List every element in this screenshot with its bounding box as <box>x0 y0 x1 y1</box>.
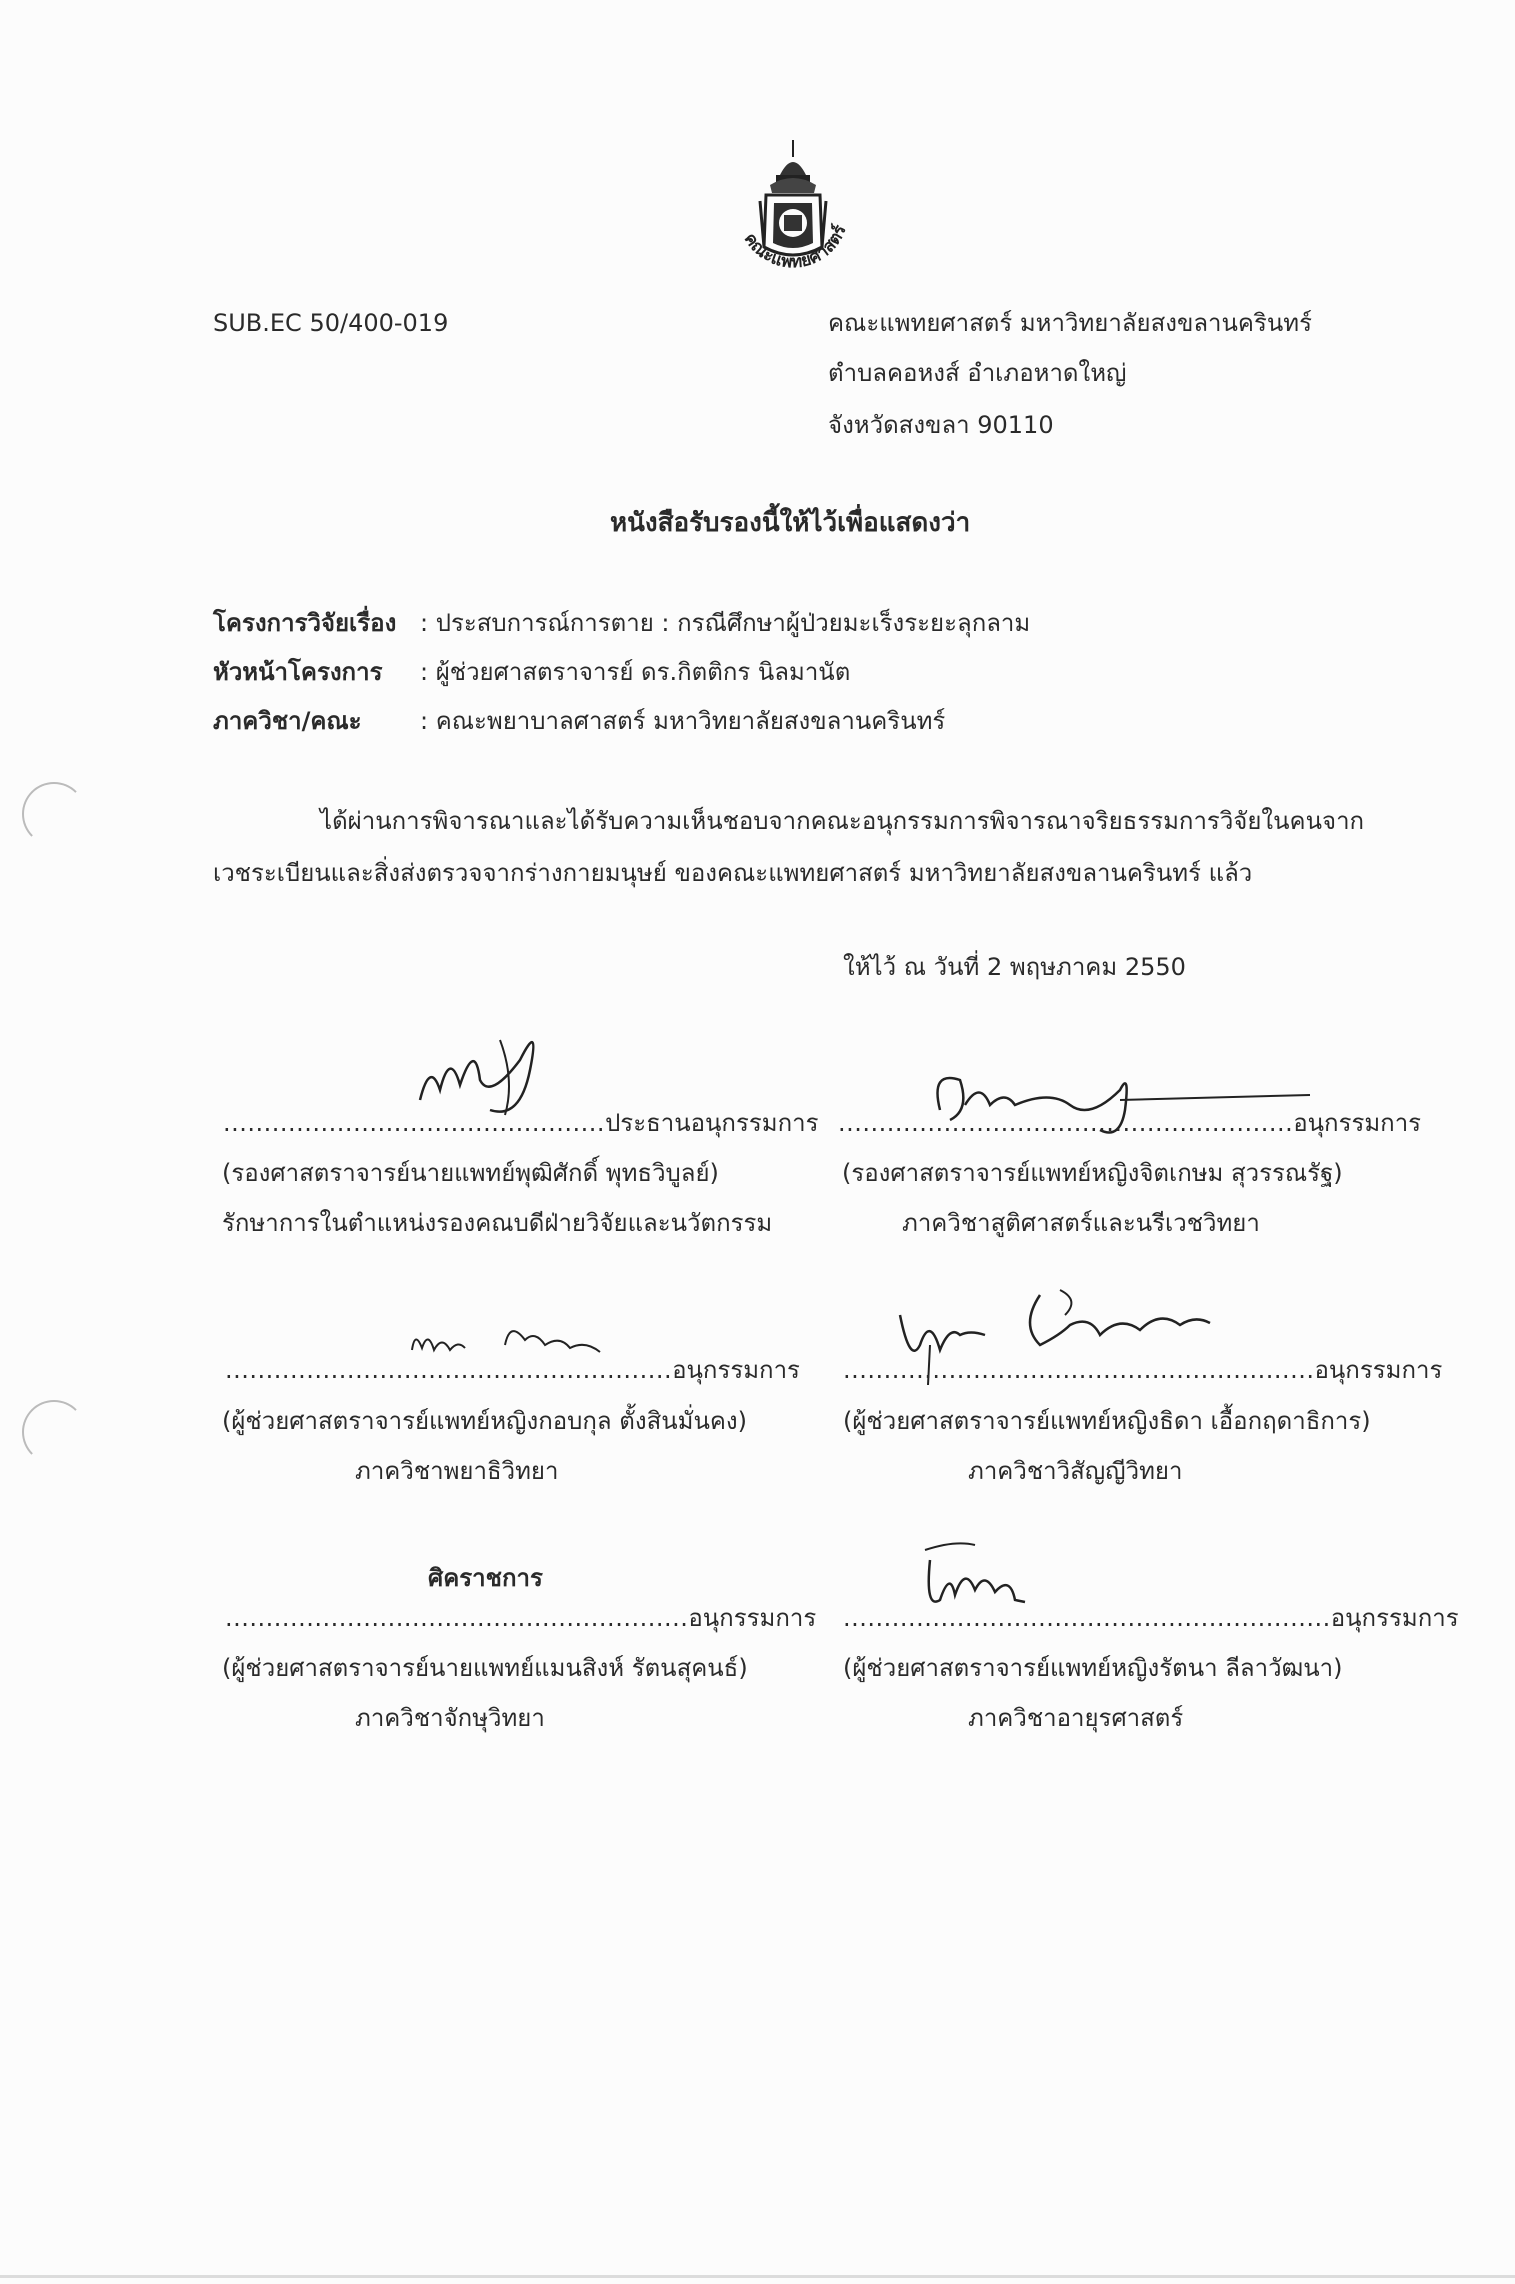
signatory-2-dots: ........................................................ <box>838 1109 1294 1137</box>
faculty-logo <box>718 135 868 295</box>
address-line-1: คณะแพทยศาสตร์ มหาวิทยาลัยสงขลานครินทร์ <box>828 309 1312 337</box>
reference-number: SUB.EC 50/400-019 <box>213 309 449 337</box>
signatory-4-line <box>843 1355 1442 1385</box>
body-line-2: เวชระเบียนและสิ่งส่งตรวจจากร่างกายมนุษย์ ของคณะแพทยศาสตร์ มหาวิทยาลัยสงขลานครินทร์ แล้ว <box>213 859 1253 887</box>
signatory-2-dept: ภาควิชาสูติศาสตร์และนรีเวชวิทยา <box>902 1209 1260 1237</box>
signatory-6-name: (ผู้ช่วยศาสตราจารย์แพทย์หญิงรัตนา ลีลาวัฒนา) <box>843 1654 1343 1682</box>
detail-value-lead: : ผู้ช่วยศาสตราจารย์ ดร.กิตติกร นิลมานัต <box>420 658 851 686</box>
address-line-3: จังหวัดสงขลา 90110 <box>828 411 1054 439</box>
signatory-4-role: อนุกรรมการ <box>1314 1356 1443 1384</box>
signatory-5-handwritten: ศิคราชการ <box>428 1563 543 1592</box>
signatory-3-name: (ผู้ช่วยศาสตราจารย์แพทย์หญิงกอบกุล ตั้งสินมั่นคง) <box>222 1407 747 1435</box>
signatory-2-role: อนุกรรมการ <box>1293 1109 1422 1137</box>
signatory-3-role: อนุกรรมการ <box>672 1356 800 1384</box>
signatory-1-name: (รองศาสตราจารย์นายแพทย์พุฒิศักดิ์ พุทธวิบูลย์) <box>222 1159 719 1187</box>
detail-label-department: ภาควิชา/คณะ <box>213 707 362 735</box>
signatory-5-line <box>225 1603 816 1633</box>
signatory-5-dots: ......................................................... <box>225 1604 689 1632</box>
signatory-6-role: อนุกรรมการ <box>1330 1604 1459 1632</box>
signatory-5-dept: ภาควิชาจักษุวิทยา <box>355 1704 545 1732</box>
certificate-heading: หนังสือรับรองนี้ให้ไว้เพื่อแสดงว่า <box>610 508 971 538</box>
signatory-3-line <box>225 1355 800 1385</box>
signatory-3-dots: ....................................................... <box>225 1356 673 1384</box>
signatory-2-name: (รองศาสตราจารย์แพทย์หญิงจิตเกษม สุวรรณรัฐ) <box>842 1159 1343 1187</box>
issue-date: ให้ไว้ ณ วันที่ 2 พฤษภาคม 2550 <box>843 953 1186 981</box>
signatory-4-name: (ผู้ช่วยศาสตราจารย์แพทย์หญิงธิดา เอื้อกฤดาธิการ) <box>843 1407 1371 1435</box>
signatory-1-dept: รักษาการในตำแหน่งรองคณบดีฝ่ายวิจัยและนวัตกรรม <box>222 1209 773 1237</box>
logo-arc-text: คณะแพทยศาสตร์ <box>739 222 851 273</box>
signatory-6-line <box>843 1603 1459 1633</box>
scan-edge-mark <box>22 782 86 846</box>
signatory-4-dots: .......................................................... <box>843 1356 1315 1384</box>
address-line-2: ตำบลคอหงส์ อำเภอหาดใหญ่ <box>828 359 1127 387</box>
detail-label-lead: หัวหน้าโครงการ <box>213 658 383 686</box>
signatory-6-dots: ............................................................ <box>843 1604 1331 1632</box>
detail-value-project: : ประสบการณ์การตาย : กรณีศึกษาผู้ป่วยมะเร็งระยะลุกลาม <box>420 609 1031 637</box>
signatory-6-dept: ภาควิชาอายุรศาสตร์ <box>968 1704 1184 1732</box>
signatory-5-name: (ผู้ช่วยศาสตราจารย์นายแพทย์แมนสิงห์ รัตนสุคนธ์) <box>222 1654 748 1682</box>
signatory-5-role: อนุกรรมการ <box>688 1604 817 1632</box>
signatory-1-line <box>223 1108 818 1138</box>
signatory-3-dept: ภาควิชาพยาธิวิทยา <box>355 1457 559 1485</box>
scan-edge-mark <box>22 1400 86 1464</box>
body-line-1: ได้ผ่านการพิจารณาและได้รับความเห็นชอบจากคณะอนุกรรมการพิจารณาจริยธรรมการวิจัยในคนจาก <box>320 807 1365 835</box>
detail-label-project: โครงการวิจัยเรื่อง <box>213 609 397 637</box>
signatory-2-line <box>838 1108 1421 1138</box>
signatory-1-role: ประธานอนุกรรมการ <box>605 1109 819 1137</box>
detail-value-department: : คณะพยาบาลศาสตร์ มหาวิทยาลัยสงขลานครินทร์ <box>420 707 946 735</box>
signatory-1-dots: ............................................... <box>223 1109 606 1137</box>
signatory-4-dept: ภาควิชาวิสัญญีวิทยา <box>968 1457 1183 1485</box>
scan-bottom-edge <box>0 2275 1515 2278</box>
